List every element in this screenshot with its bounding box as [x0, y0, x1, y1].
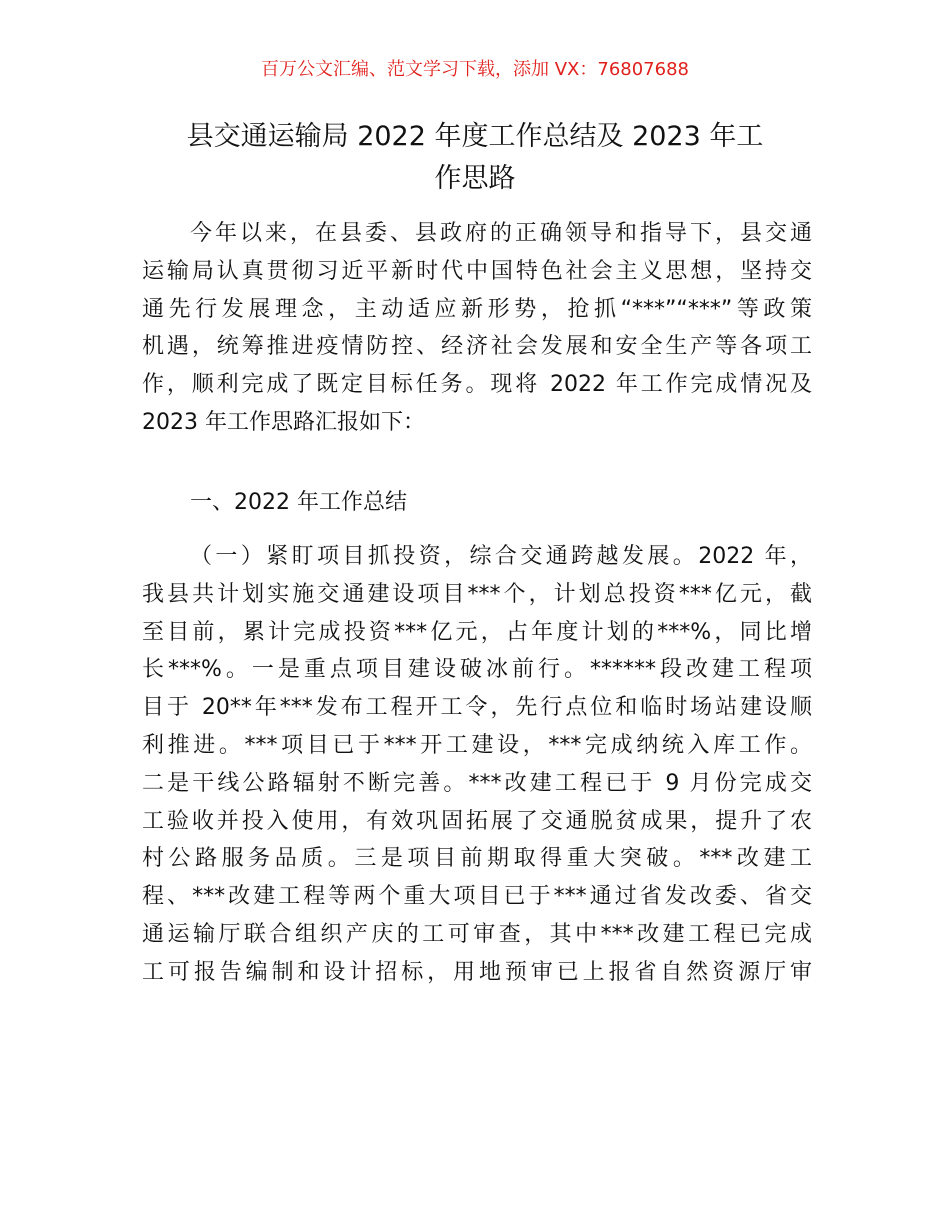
paragraph-line: 目于 20**年***发布工程开工令，先行点位和临时场站建设顺: [142, 695, 812, 721]
paragraph-line: 至目前，累计完成投资***亿元，占年度计划的***%，同比增: [142, 619, 812, 645]
paragraph-line: 村公路服务品质。三是项目前期取得重大突破。***改建工: [142, 846, 812, 872]
paragraph-line: 今年以来，在县委、县政府的正确领导和指导下，县交通: [190, 221, 812, 246]
paragraph-line: （一）紧盯项目抓投资，综合交通跨越发展。2022 年，: [190, 544, 812, 569]
intro-paragraph: [142, 215, 812, 442]
title-line: 作思路: [434, 163, 516, 194]
paragraph-line: 利推进。***项目已于***开工建设，***完成纳统入库工作。: [142, 732, 812, 758]
paragraph-line: 二是干线公路辐射不断完善。***改建工程已于 9 月份完成交: [142, 770, 812, 796]
paragraph-line: 我县共计划实施交通建设项目***个，计划总投资***亿元，截: [142, 581, 812, 607]
paragraph-line: 机遇，统筹推进疫情防控、经济社会发展和安全生产等各项工: [142, 334, 812, 360]
section-heading: [142, 484, 812, 522]
header-watermark-note: 百万公文汇编、范文学习下载，添加 VX：76807688: [261, 59, 689, 80]
paragraph-line: 2023 年工作思路汇报如下：: [142, 409, 425, 435]
part-one-paragraph: [142, 538, 812, 992]
paragraph-line: 程、***改建工程等两个重大项目已于***通过省发改委、省交: [142, 884, 812, 910]
paragraph-line: 通先行发展理念，主动适应新形势，抢抓“***”“***”等政策: [142, 296, 812, 322]
title-line: 县交通运输局 2022 年度工作总结及 2023 年工: [186, 121, 764, 152]
document-title: [140, 116, 810, 200]
paragraph-line: 工验收并投入使用，有效巩固拓展了交通脱贫成果，提升了农: [142, 808, 812, 834]
paragraph-line: 运输局认真贯彻习近平新时代中国特色社会主义思想，坚持交: [142, 258, 812, 284]
paragraph-line: 作，顺利完成了既定目标任务。现将 2022 年工作完成情况及: [142, 372, 812, 398]
paragraph-line: 通运输厅联合组织产庆的工可审查，其中***改建工程已完成: [142, 921, 812, 947]
section-heading-text: 一、2022 年工作总结: [190, 490, 407, 515]
paragraph-line: 工可报告编制和设计招标，用地预审已上报省自然资源厅审: [142, 959, 812, 985]
paragraph-line: 长***%。一是重点项目建设破冰前行。******段改建工程项: [142, 657, 812, 683]
